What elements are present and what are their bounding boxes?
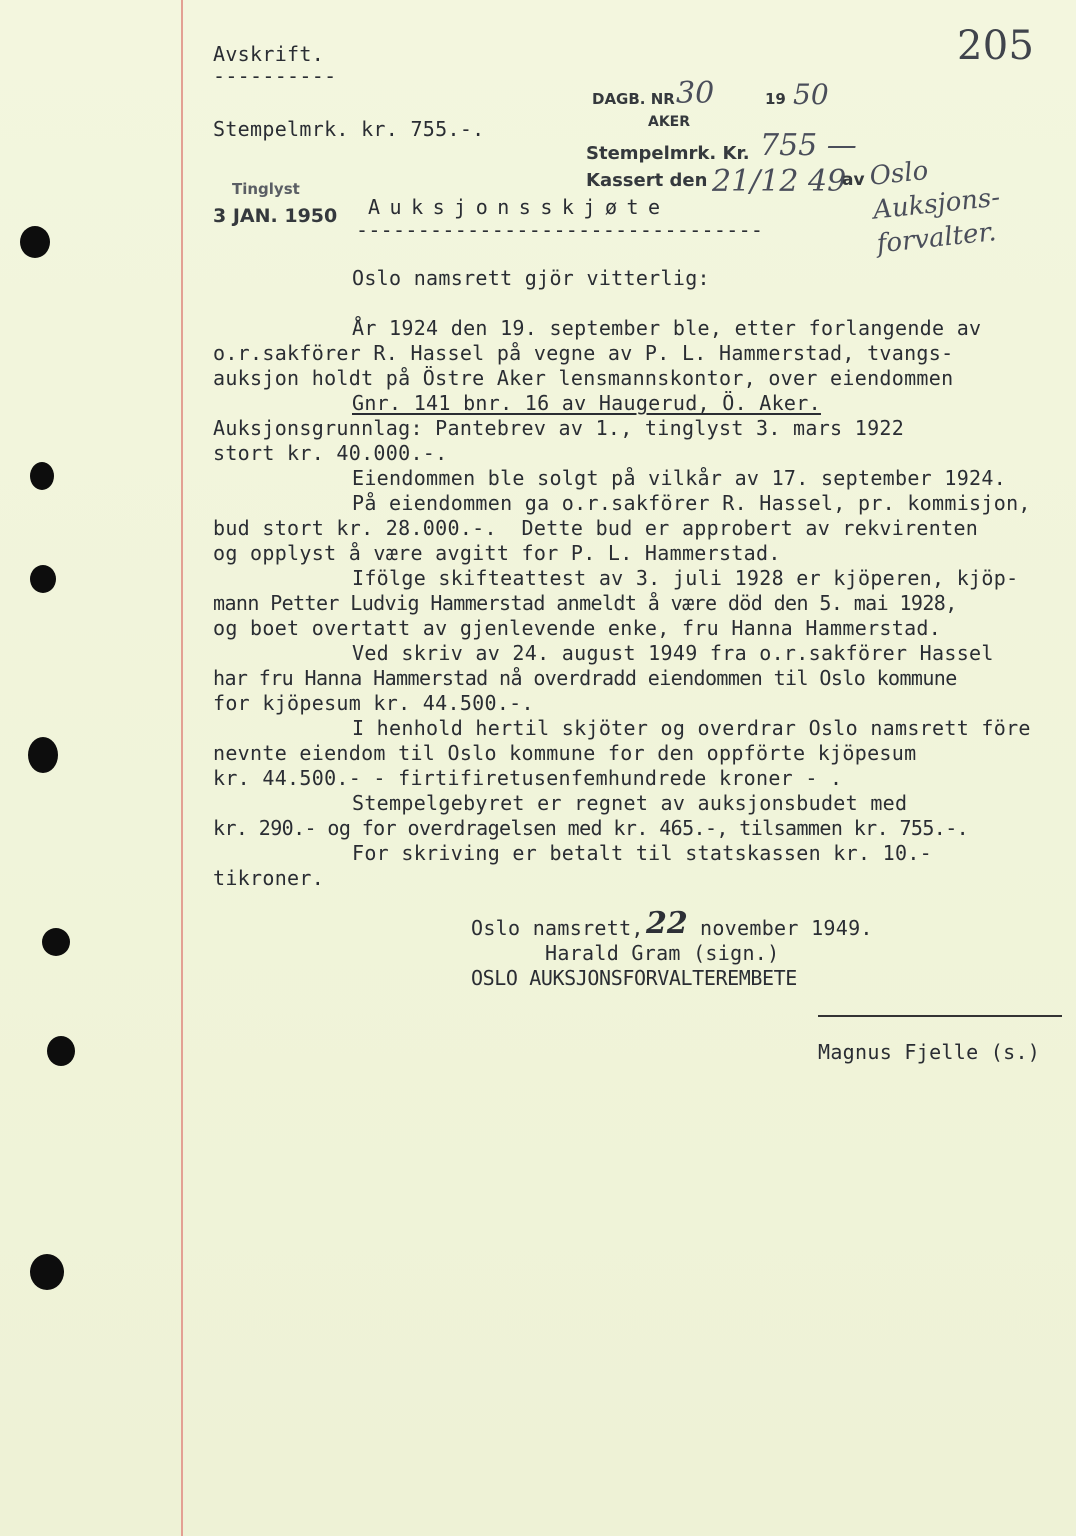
body-line: Stempelgebyret er regnet av auksjonsbudet med	[352, 791, 908, 815]
registration-label: Tinglyst	[232, 180, 300, 198]
punch-hole	[47, 1036, 75, 1066]
dagbok-year-prefix: 19	[765, 90, 786, 108]
kassert-date: 21/12 49	[712, 164, 847, 199]
punch-hole	[30, 565, 56, 593]
body-line: nevnte eiendom til Oslo kommune for den oppförte kjöpesum	[213, 741, 917, 765]
body-line: År 1924 den 19. september ble, etter forlangende av	[352, 316, 982, 340]
dagbok-number: 30	[676, 76, 715, 111]
stamp-fee-line: Stempelmrk. kr. 755.-.	[213, 117, 485, 141]
body-line: Ifölge skifteattest av 3. juli 1928 er kjöperen, kjöp-	[352, 566, 1019, 590]
body-intro: Oslo namsrett gjör vitterlig:	[352, 266, 710, 290]
punch-hole	[42, 928, 70, 956]
signature-date: november 1949.	[700, 916, 873, 940]
page-title: Avskrift.	[213, 42, 325, 66]
body-line: stort kr. 40.000.-.	[213, 441, 448, 465]
signer-name: Harald Gram (sign.)	[545, 941, 780, 965]
page-number: 205	[957, 23, 1035, 69]
dagbok-place: AKER	[648, 114, 691, 130]
signature-place: Oslo namsrett,	[471, 916, 644, 940]
second-signature: Magnus Fjelle (s.)	[818, 1040, 1041, 1064]
body-line: Auksjonsgrunnlag: Pantebrev av 1., tinglyst 3. mars 1922	[213, 416, 905, 440]
body-line: bud stort kr. 28.000.-. Dette bud er approbert av rekvirenten	[213, 516, 979, 540]
body-line: Ved skriv av 24. august 1949 fra o.r.sakförer Hassel	[352, 641, 994, 665]
signature-day: 22	[646, 906, 688, 941]
signature-rule	[818, 1015, 1062, 1017]
dagbok-year-suffix: 50	[793, 78, 829, 111]
title-underline: ----------	[213, 64, 337, 88]
punch-hole	[28, 737, 58, 773]
margin-line	[181, 0, 183, 1536]
av-label: av	[842, 170, 865, 190]
body-line: for kjöpesum kr. 44.500.-.	[213, 691, 534, 715]
punch-hole	[20, 226, 50, 258]
body-line: kr. 290.- og for overdragelsen med kr. 465.-, tilsammen kr. 755.-.	[213, 816, 969, 840]
body-line: For skriving er betalt til statskassen kr. 10.-	[352, 841, 933, 865]
body-line: og boet overtatt av gjenlevende enke, fru Hanna Hammerstad.	[213, 616, 942, 640]
kassert-label: Kassert den	[586, 170, 708, 191]
registration-date: 3 JAN. 1950	[213, 205, 338, 227]
body-line: I henhold hertil skjöter og overdrar Oslo namsrett före	[352, 716, 1031, 740]
signer-office: OSLO AUKSJONSFORVALTEREMBETE	[471, 966, 797, 990]
dagbok-label: DAGB. NR	[592, 90, 675, 108]
punch-hole	[30, 462, 54, 490]
stempel-amount: 755 —	[760, 128, 857, 163]
body-line: tikroner.	[213, 866, 325, 890]
body-line: o.r.sakförer R. Hassel på vegne av P. L. Hammerstad, tvangs-	[213, 341, 954, 365]
body-line: og opplyst å være avgitt for P. L. Hammerstad.	[213, 541, 781, 565]
body-line: kr. 44.500.- - firtifiretusenfemhundrede kroner - .	[213, 766, 843, 790]
av-handwriting: Oslo Auksjons-forvalter.	[868, 155, 1002, 260]
body-line: mann Petter Ludvig Hammerstad anmeldt å være död den 5. mai 1928,	[213, 591, 957, 615]
body-line: På eiendommen ga o.r.sakförer R. Hassel, pr. kommisjon,	[352, 491, 1031, 515]
punch-hole	[30, 1254, 64, 1290]
body-line: auksjon holdt på Östre Aker lensmannskontor, over eiendommen	[213, 366, 954, 390]
stempel-label: Stempelmrk. Kr.	[586, 143, 750, 164]
document-title-underline: ---------------------------------	[356, 218, 764, 242]
body-line: Eiendommen ble solgt på vilkår av 17. september 1924.	[352, 466, 1007, 490]
body-line: har fru Hanna Hammerstad nå overdradd eiendommen til Oslo kommune	[213, 666, 957, 690]
document-title: Auksjonsskjøte	[368, 195, 670, 219]
property-designation: Gnr. 141 bnr. 16 av Haugerud, Ö. Aker.	[352, 391, 821, 415]
